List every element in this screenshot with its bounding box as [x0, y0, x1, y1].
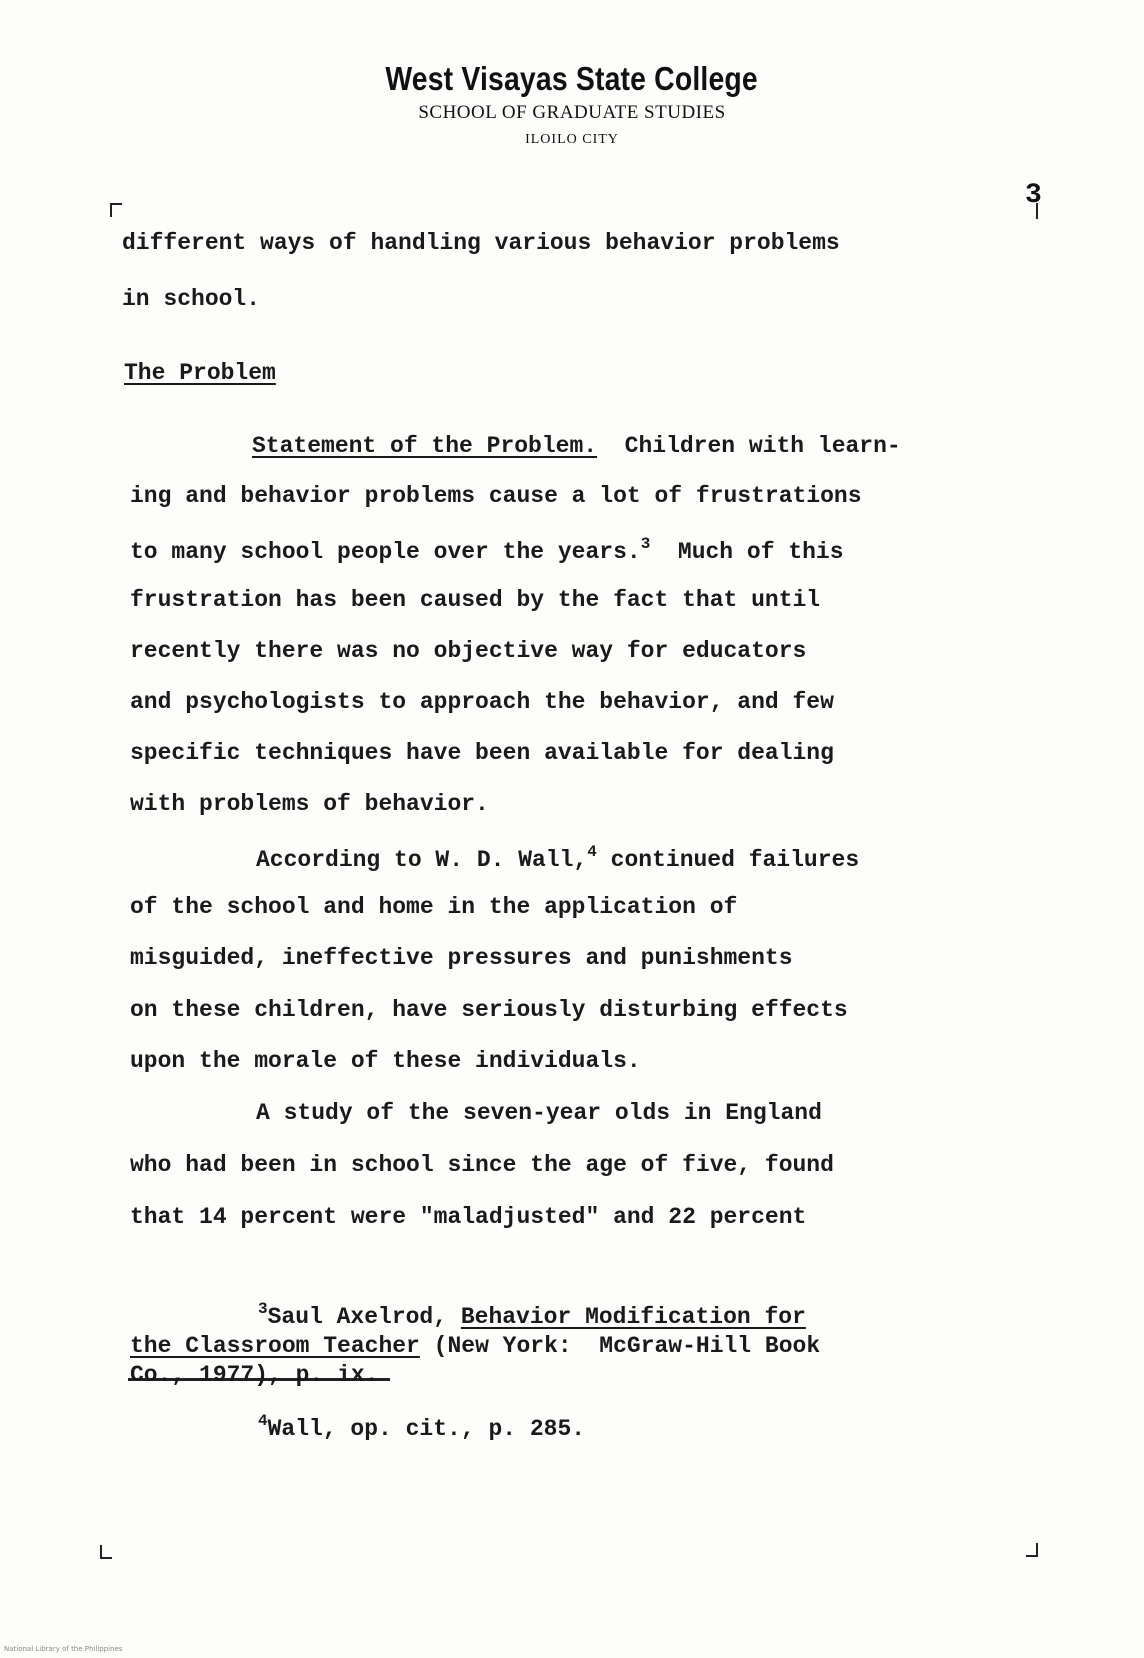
city-name: ILOILO CITY: [525, 132, 619, 147]
text-run: Children with learn-: [597, 433, 901, 459]
text-line: recently there was no objective way for educators: [130, 638, 807, 664]
paragraph-first-line: [252, 433, 901, 459]
text-line: that 14 percent were "maladjusted" and 22 percent: [130, 1204, 807, 1230]
footnote-number: 4: [258, 1412, 268, 1430]
footnote-book-title: the Classroom Teacher: [130, 1333, 420, 1359]
footnote-3-line-2: [130, 1333, 820, 1359]
footnote-4: [258, 1412, 585, 1442]
text-line: [130, 535, 844, 565]
page-number: 3: [1025, 180, 1042, 211]
footnote-number: 3: [258, 1300, 268, 1318]
school-name: SCHOOL OF GRADUATE STUDIES: [418, 102, 726, 123]
crop-mark-bottom-right: [1026, 1543, 1038, 1557]
letterhead: [0, 60, 1144, 148]
text-line: specific techniques have been available for dealing: [130, 740, 834, 766]
text-line: upon the morale of these individuals.: [130, 1048, 641, 1074]
footnote-book-title: Behavior Modification for: [460, 1304, 806, 1330]
text-line: different ways of handling various behavior problems: [122, 230, 840, 256]
text-line: of the school and home in the application of: [130, 894, 738, 920]
text-line: in school.: [122, 286, 261, 312]
text-run: continued failures: [596, 847, 860, 873]
text-run: According to W. D. Wall,: [256, 847, 588, 873]
text-run: to many school people over the years.: [130, 539, 641, 565]
footnote-reference: 4: [587, 843, 597, 861]
text-line: on these children, have seriously disturbing effects: [130, 997, 848, 1023]
text-line: and psychologists to approach the behavior, and few: [130, 689, 834, 715]
crop-mark-top-left: [110, 203, 122, 217]
crop-mark-top-right: [1026, 203, 1038, 219]
text-line: who had been in school since the age of five, found: [130, 1152, 834, 1178]
section-heading: The Problem: [124, 360, 276, 386]
text-line: misguided, ineffective pressures and punishments: [130, 945, 793, 971]
footnote-reference: 3: [640, 535, 651, 553]
text-line: frustration has been caused by the fact that until: [130, 587, 821, 613]
institution-name: West Visayas State College: [385, 60, 759, 97]
scan-footer-text: National Library of the Philippines: [4, 1645, 123, 1653]
footnote-text: Wall, op. cit., p. 285.: [267, 1416, 586, 1442]
text-run: Much of this: [650, 539, 844, 565]
subsection-heading: Statement of the Problem.: [252, 433, 598, 459]
footnote-3-line-1: [258, 1300, 806, 1330]
footnote-publisher: (New York: McGraw-Hill Book: [419, 1333, 821, 1359]
footnote-3-line-3: Co., 1977), p. ix.: [130, 1362, 379, 1388]
text-line: A study of the seven-year olds in England: [256, 1100, 822, 1126]
text-line: [256, 843, 859, 873]
crop-mark-bottom-left: [100, 1545, 112, 1559]
footnote-author: Saul Axelrod,: [267, 1304, 461, 1330]
text-line: ing and behavior problems cause a lot of frustrations: [130, 483, 862, 509]
text-line: with problems of behavior.: [130, 791, 489, 817]
